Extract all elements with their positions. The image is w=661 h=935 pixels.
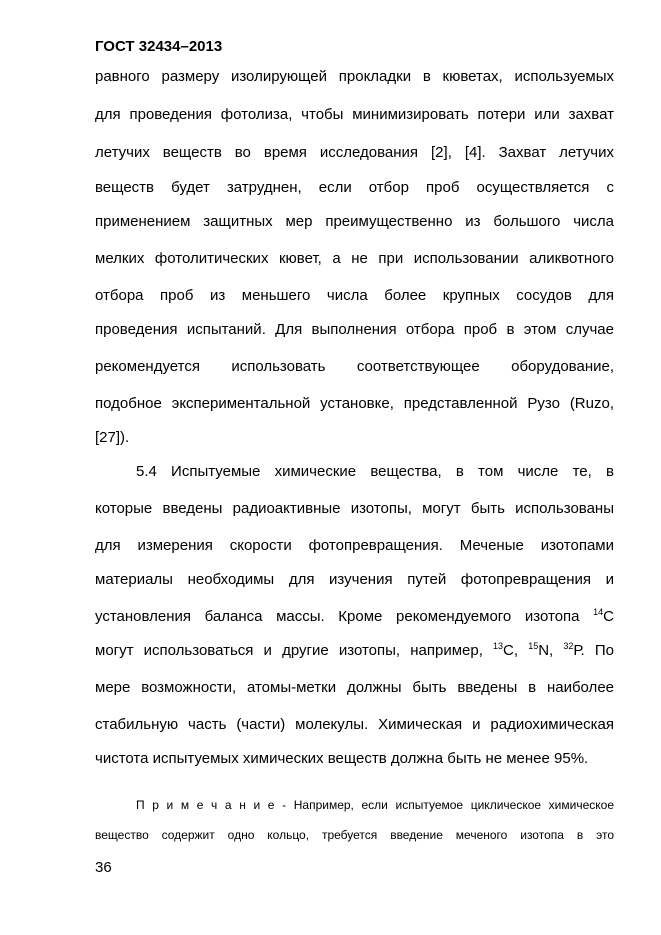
element-symbol: Р. По — [573, 642, 614, 659]
text-line: подобное экспериментальной установке, представленной Рузо (Ruzo, — [95, 395, 614, 412]
text-line: для измерения скорости фотопревращения. Меченые изотопами — [95, 537, 614, 554]
text-line: проведения испытаний. Для выполнения отбора проб в этом случае — [95, 321, 614, 338]
text-line — [95, 642, 614, 660]
note-line — [136, 797, 614, 813]
page-number: 36 — [95, 859, 112, 876]
element-symbol: N, — [538, 642, 564, 659]
text-line: мере возможности, атомы-метки должны быть введены в наиболее — [95, 679, 614, 696]
element-symbol: С — [603, 608, 614, 625]
text-line: отбора проб из меньшего числа более крупных сосудов для — [95, 287, 614, 304]
text-line: [27]). — [95, 429, 130, 446]
text-line: применением защитных мер преимущественно из большого числа — [95, 213, 614, 230]
text-line: которые введены радиоактивные изотопы, могут быть использованы — [95, 500, 614, 517]
line-text: установления баланса массы. Кроме рекомендуемого изотопа — [95, 608, 594, 625]
isotope-mass-number: 15 — [528, 641, 539, 651]
text-line — [95, 608, 614, 626]
document-header: ГОСТ 32434–2013 — [95, 38, 223, 55]
text-line: чистота испытуемых химических веществ должна быть не менее 95%. — [95, 750, 589, 767]
isotope-mass-number: 32 — [563, 641, 574, 651]
text-line: веществ будет затруднен, если отбор проб осуществляется с — [95, 179, 614, 196]
note-label: П р и м е ч а н и е - — [136, 798, 287, 812]
isotope-mass-number: 13 — [493, 641, 504, 651]
element-symbol: С, — [503, 642, 529, 659]
text-line: 5.4 Испытуемые химические вещества, в том числе те, в — [136, 463, 614, 480]
text-line: равного размеру изолирующей прокладки в кюветах, используемых — [95, 68, 614, 85]
text-line: материалы необходимы для изучения путей фотопревращения и — [95, 571, 614, 588]
text-line: летучих веществ во время исследования [2], [4]. Захват летучих — [95, 144, 614, 161]
text-line: рекомендуется использовать соответствующее оборудование, — [95, 358, 614, 375]
isotope-mass-number: 14 — [593, 607, 604, 617]
text-line: стабильную часть (части) молекулы. Химическая и радиохимическая — [95, 716, 614, 733]
note-text: Например, если испытуемое циклическое химическое — [286, 798, 614, 812]
line-text: могут использоваться и другие изотопы, например, — [95, 642, 494, 659]
text-line: мелких фотолитических кювет, а не при использовании аликвотного — [95, 250, 614, 267]
text-line: для проведения фотолиза, чтобы минимизировать потери или захват — [95, 106, 614, 123]
note-line: вещество содержит одно кольцо, требуется введение меченого изотопа в это — [95, 828, 614, 842]
